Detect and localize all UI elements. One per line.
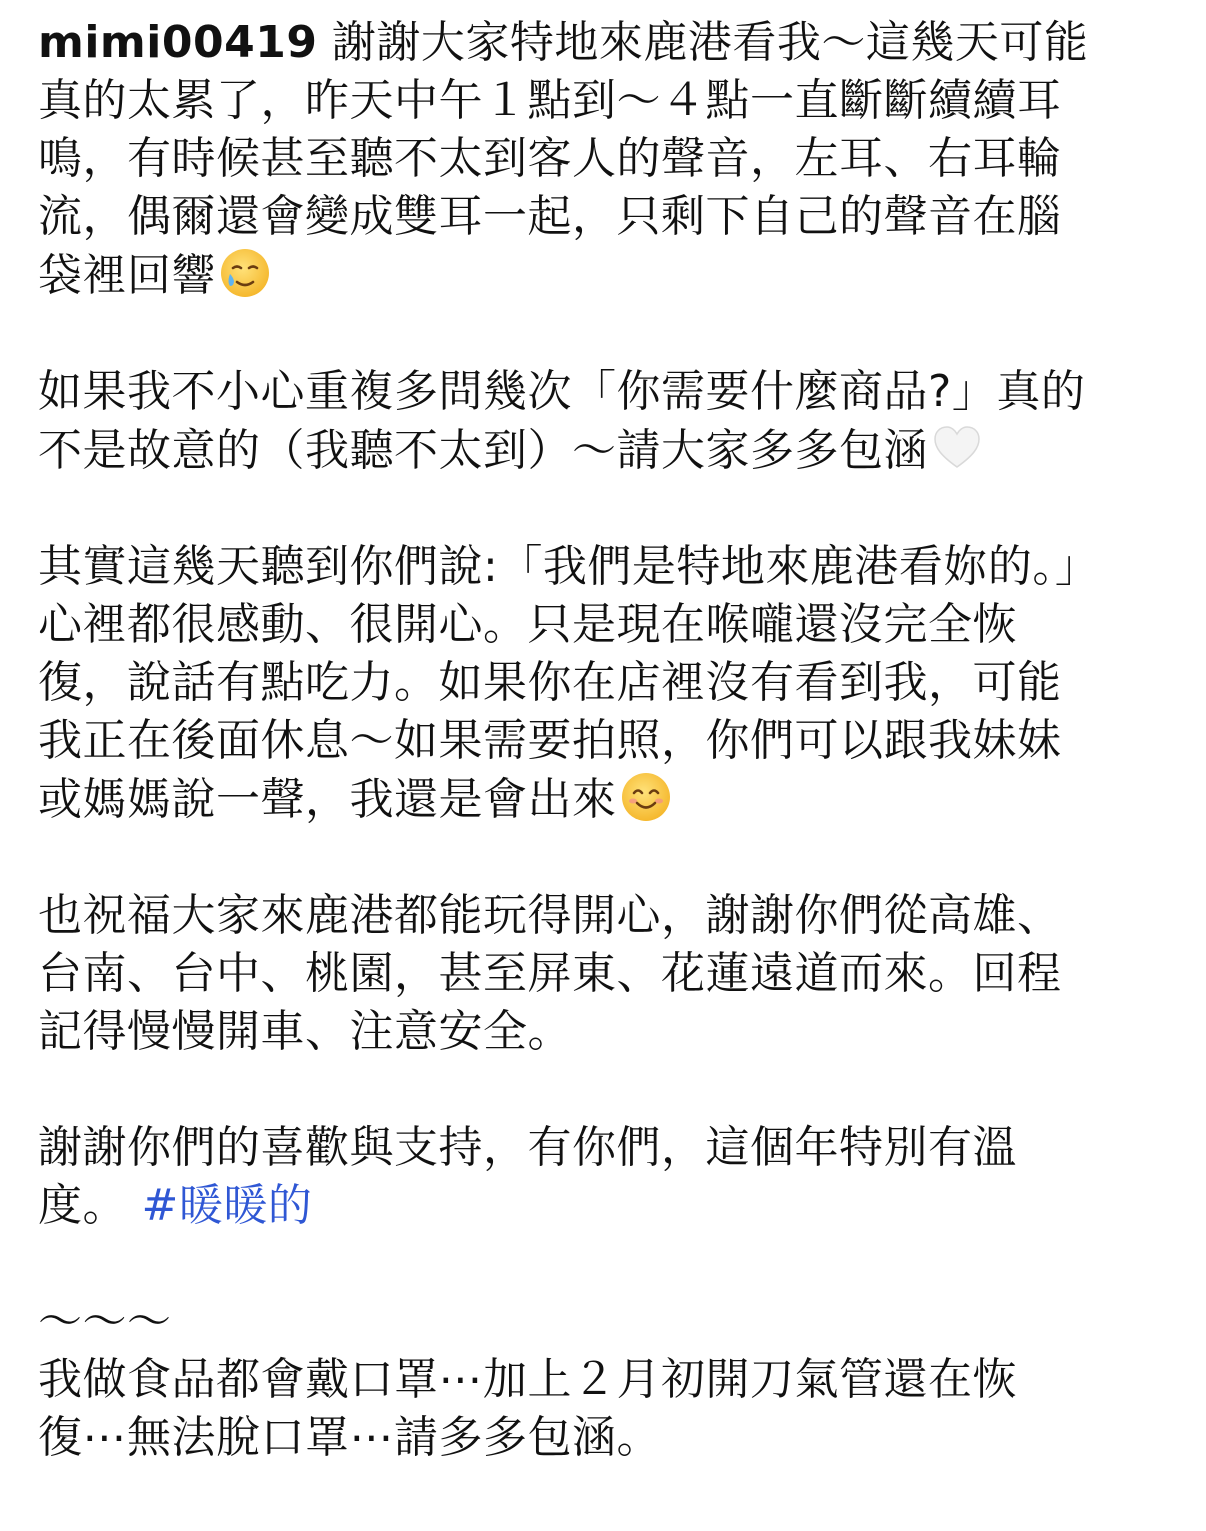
post-caption [38,14,1168,1467]
caption-text-6: ～～～ 我做食品都會戴口罩⋯加上２月初開刀氣管還在恢 復⋯無法脫口罩⋯請多多包涵。 [38,1296,1017,1463]
caption-paragraph-6 [38,1293,1168,1467]
caption-text-1: 謝謝大家特地來鹿港看我～這幾天可能 真的太累了，昨天中午１點到～４點一直斷斷續續耳 鳴，有時候甚至聽不太到客人的聲音，左耳、右耳輪 流，偶爾還會變成雙耳一起，只剩下自己的聲音在腦 袋裡回響 [38,17,1089,301]
username-link[interactable]: mimi00419 [38,17,318,68]
smiling-face-with-tear-icon [218,246,272,300]
smiling-face-icon [619,770,673,824]
caption-paragraph-3 [38,538,1168,829]
caption-text-2: 如果我不小心重複多問幾次「你需要什麼商品?」真的 不是故意的（我聽不太到）～請大家多多包涵 [38,366,1086,476]
caption-paragraph-1 [38,14,1168,305]
caption-paragraph-2 [38,363,1168,480]
white-heart-icon [930,421,984,475]
caption-text-3: 其實這幾天聽到你們說:「我們是特地來鹿港看妳的。」 心裡都很感動、很開心。只是現在喉嚨還沒完全恢 復，說話有點吃力。如果你在店裡沒有看到我，可能 我正在後面休息～如果需要拍照，你們可以跟我妹妹 或媽媽說一聲，我還是會出來 [38,541,1100,825]
hashtag-link[interactable]: #暖暖的 [141,1180,313,1231]
caption-paragraph-5 [38,1119,1168,1235]
caption-text-4: 也祝福大家來鹿港都能玩得開心，謝謝你們從高雄、 台南、台中、桃園，甚至屏東、花蓮遠道而來。回程 記得慢慢開車、注意安全。 [38,890,1062,1057]
caption-text-5: 謝謝你們的喜歡與支持，有你們，這個年特別有溫 度。 [38,1122,1017,1231]
caption-paragraph-4 [38,887,1168,1061]
